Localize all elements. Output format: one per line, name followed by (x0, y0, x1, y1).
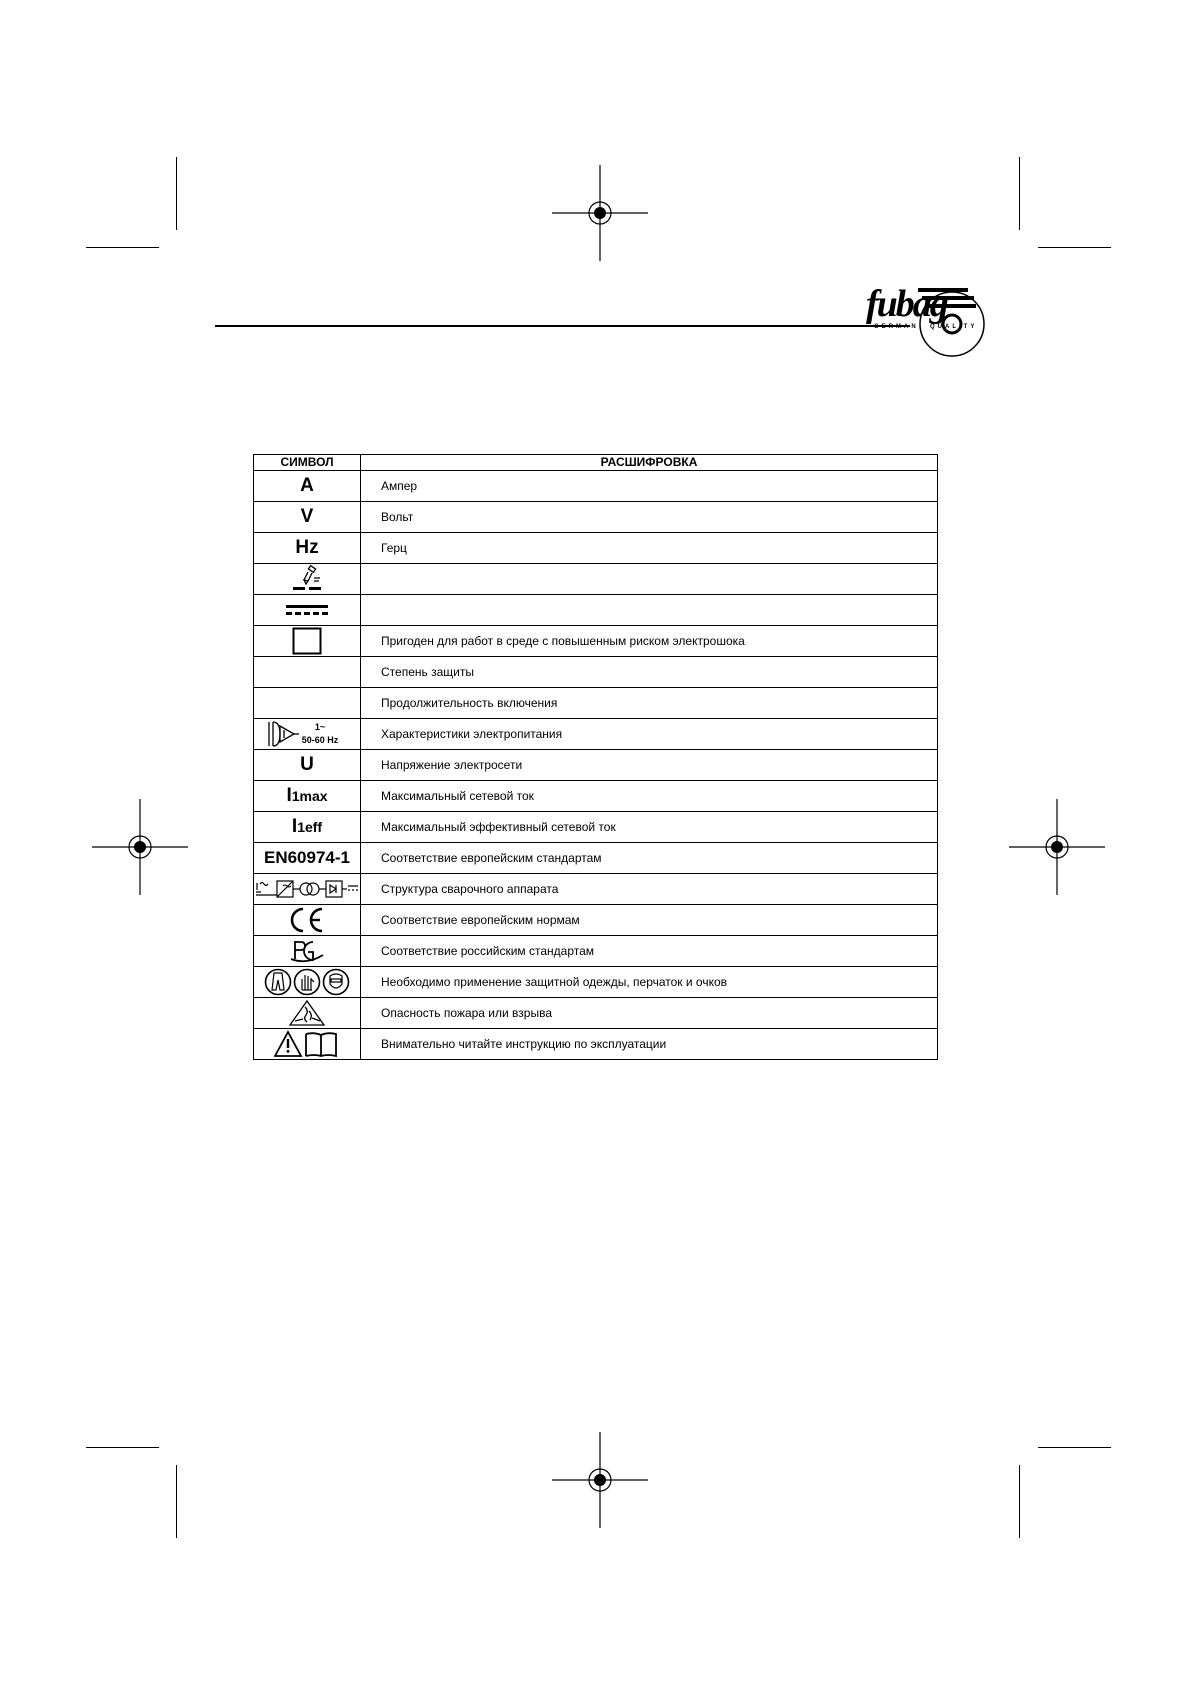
symbol-ampere: A (300, 475, 314, 496)
symbol-cell (254, 657, 361, 688)
table-row (254, 1029, 938, 1060)
symbol-cell (254, 626, 361, 657)
crop-mark (86, 1447, 159, 1448)
description-cell: Максимальный эффективный сетевой ток (361, 812, 938, 843)
table-row (254, 967, 938, 998)
symbol-volt: V (300, 506, 314, 527)
symbol-cell (254, 750, 361, 781)
table-row (254, 626, 938, 657)
description-cell: Герц (361, 533, 938, 564)
symbol-cell (254, 905, 361, 936)
description-cell: Внимательно читайте инструкцию по эксплуатации (361, 1029, 938, 1060)
mains-frequency: 50-60 Hz (301, 735, 339, 745)
dc-current-icon (284, 602, 330, 618)
table-row (254, 688, 938, 719)
pct-mark-icon (287, 937, 327, 965)
description-cell (361, 595, 938, 626)
table-row (254, 812, 938, 843)
read-manual-icon (274, 1030, 340, 1058)
table-row (254, 905, 938, 936)
symbol-table (253, 454, 938, 1060)
symbol-cell (254, 967, 361, 998)
table-row (254, 936, 938, 967)
table-row (254, 471, 938, 502)
symbol-standard: EN60974-1 (263, 848, 350, 867)
symbol-cell (254, 595, 361, 626)
symbol-cell (254, 781, 361, 812)
mains-phase: 1~ (314, 722, 326, 732)
description-cell: Характеристики электропитания (361, 719, 938, 750)
description-cell: Пригоден для работ в среде с повышенным риском электрошока (361, 626, 938, 657)
symbol-cell (254, 471, 361, 502)
header-symbol: СИМВОЛ (254, 455, 361, 471)
description-cell (361, 564, 938, 595)
inverter-structure-icon (255, 878, 359, 900)
symbol-i1max: I1max (286, 785, 328, 806)
table-row (254, 595, 938, 626)
symbol-cell (254, 936, 361, 967)
symbol-cell (254, 533, 361, 564)
crop-mark (1038, 247, 1111, 248)
ce-mark-icon (287, 906, 327, 934)
description-cell: Напряжение электросети (361, 750, 938, 781)
protective-gear-icon (264, 968, 350, 996)
table-row (254, 998, 938, 1029)
square-icon (292, 627, 322, 655)
description-cell: Продолжительность включения (361, 688, 938, 719)
table-row (254, 564, 938, 595)
table-row (254, 657, 938, 688)
table-header-row (254, 455, 938, 471)
description-cell: Степень защиты (361, 657, 938, 688)
crop-mark (176, 157, 177, 230)
registration-mark-icon (92, 799, 188, 895)
symbol-cell (254, 843, 361, 874)
crop-mark (1019, 1465, 1020, 1538)
header-description: РАСШИФРОВКА (361, 455, 938, 471)
crop-mark (176, 1465, 177, 1538)
fubag-logo (860, 272, 985, 360)
description-cell: Вольт (361, 502, 938, 533)
table-row (254, 719, 938, 750)
description-cell: Максимальный сетевой ток (361, 781, 938, 812)
symbol-cell (254, 502, 361, 533)
brand-tagline-left: GERMAN (874, 324, 919, 330)
brand-name: fubag (866, 283, 947, 325)
table-row (254, 750, 938, 781)
symbol-cell (254, 1029, 361, 1060)
symbol-cell (254, 998, 361, 1029)
symbol-cell (254, 812, 361, 843)
symbol-i1eff: I1eff (291, 816, 323, 837)
description-cell: Соответствие российским стандартам (361, 936, 938, 967)
description-cell: Ампер (361, 471, 938, 502)
table-row (254, 843, 938, 874)
description-cell: Структура сварочного аппарата (361, 874, 938, 905)
mains-plug-icon (266, 720, 348, 748)
registration-mark-icon (1009, 799, 1105, 895)
crop-mark (86, 247, 159, 248)
crop-mark (1019, 157, 1020, 230)
registration-mark-icon (552, 165, 648, 261)
welding-torch-icon (287, 565, 327, 593)
table-row (254, 874, 938, 905)
description-cell: Соответствие европейским стандартам (361, 843, 938, 874)
symbol-voltage: U (300, 754, 314, 775)
header-rule (215, 325, 910, 327)
symbol-cell (254, 688, 361, 719)
table-row (254, 502, 938, 533)
fire-hazard-icon (287, 999, 327, 1027)
symbol-hertz: Hz (295, 537, 319, 558)
description-cell: Опасность пожара или взрыва (361, 998, 938, 1029)
table-row (254, 781, 938, 812)
brand-tagline-right: QUALITY (930, 324, 978, 330)
symbol-cell (254, 719, 361, 750)
symbol-cell (254, 564, 361, 595)
registration-mark-icon (552, 1432, 648, 1528)
symbol-cell (254, 874, 361, 905)
description-cell: Необходимо применение защитной одежды, перчаток и очков (361, 967, 938, 998)
table-row (254, 533, 938, 564)
description-cell: Соответствие европейским нормам (361, 905, 938, 936)
crop-mark (1038, 1447, 1111, 1448)
